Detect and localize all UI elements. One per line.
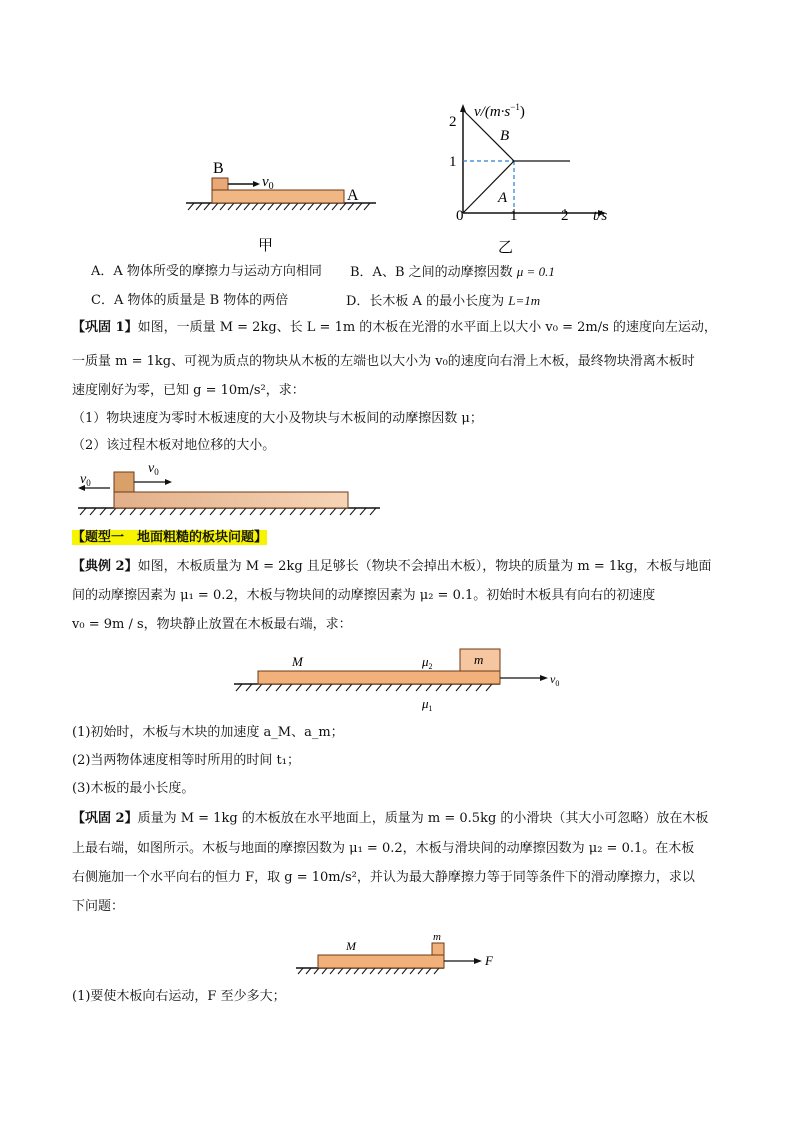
gonggu2-line4: 下问题： [72,899,125,914]
gonggu1-figure [72,456,392,522]
gonggu2-tag: 【巩固 2】 [72,811,138,826]
board-a [212,190,344,203]
x-axis-label: t/s [593,208,608,224]
option-c: C．A 物体的质量是 B 物体的两倍 [91,293,289,308]
example2-line2: 间的动摩擦因素为 μ₁ = 0.2，木板与物块间的动摩擦因素为 μ₂ = 0.1。初始时木板具有向右的初速度 [72,588,656,603]
arrow-head-icon [253,181,260,187]
gonggu1-board [114,492,348,508]
example2-q3: (3)木板的最小长度。 [72,781,195,796]
option-d: D．长木板 A 的最小长度为 L=1m [346,293,541,309]
gonggu1-v0-left: $v_0$ [80,472,91,488]
block-b [212,178,228,190]
gonggu2-m-label: m [433,931,441,943]
right-arrow-icon [540,675,548,681]
ground-hatch [186,203,376,210]
line-b-label: B [500,128,510,144]
gonggu1-v0-right: $v_0$ [148,461,159,477]
gonggu1-line2: 一质量 m = 1kg、可视为质点的物块从木板的左端也以大小为 v₀的速度向右滑上木板，最终物块滑离木板时 [72,354,695,369]
gonggu1-block [114,472,134,492]
figure-jia [180,150,390,260]
example2-line1: 【典例 2】如图，木板质量为 M = 2kg 且足够长（物块不会掉出木板），物块的质量为 m = 1kg，木板与地面 [72,559,712,574]
gonggu2-M-label: M [346,939,356,953]
v0-label: $v_0$ [262,174,274,192]
gonggu2-board [318,955,444,968]
origin-label: 0 [456,208,464,224]
line-a-label: A [498,190,508,206]
x-tick-2: 2 [561,208,569,224]
gonggu2-line3: 右侧施加一个水平向右的恒力 F，取 g = 10m/s²，并认为最大静摩擦力等于同等条件下的滑动摩擦力，求以 [72,870,695,885]
gonggu1-line1: 【巩固 1】如图，一质量 M = 2kg、长 L = 1m 的木板在光滑的水平面上以大小 v₀ = 2m/s 的速度向左运动， [72,320,717,335]
option-b: B．A、B 之间的动摩擦因数 μ = 0.1 [350,264,555,280]
example2-v0-label: $v_0$ [550,672,560,688]
example2-line3: v₀ = 9m / s，物块静止放置在木板最右端，求： [72,617,352,632]
gonggu2-line2: 上最右端，如图所示。木板与地面的摩擦因数为 μ₁ = 0.2，木板与滑块间的动摩擦因数为 μ₂ = 0.1。在木板 [72,841,695,856]
gonggu2-figure [292,928,512,978]
y-tick-1: 1 [449,154,457,170]
block-b-label: B [213,160,224,177]
x-tick-1: 1 [510,208,518,224]
example2-figure [230,646,570,716]
y-axis-label: $v/(m\cdot s^{-1})$ [474,102,525,120]
gonggu2-line1: 【巩固 2】质量为 M = 1kg 的木板放在水平地面上，质量为 m = 0.5kg 的小滑块（其大小可忽略）放在木板 [72,811,709,826]
example2-mu1-label: $\mu_1$ [422,696,433,713]
gonggu1-q2: （2）该过程木板对地位移的大小。 [72,438,276,453]
example2-tag: 【典例 2】 [72,559,138,574]
gonggu2-q1: (1)要使木板向右运动，F 至少多大； [72,989,286,1004]
example2-q2: (2)当两物体速度相等时所用的时间 t₁； [72,753,300,768]
gonggu1-q1: （1）物块速度为零时木板速度的大小及物块与木板间的动摩擦因数 μ； [72,411,483,426]
option-a: A．A 物体所受的摩擦力与运动方向相同 [91,264,322,279]
example2-m-label: m [474,652,484,667]
figure-yi-vt-graph [440,98,620,260]
right-arrow-icon [474,958,482,964]
figure-yi-caption: 乙 [498,240,514,256]
figure-jia-caption: 甲 [258,238,274,254]
example2-mu2-label: $\mu_2$ [422,654,433,671]
gonggu2-F-label: F [485,953,493,968]
gonggu1-tag: 【巩固 1】 [72,320,138,335]
example2-M-label: M [292,654,303,669]
example2-q1: (1)初始时，木板与木块的加速度 a_M、a_m； [72,725,344,740]
example2-board [258,671,500,684]
section-title: 【题型一 地面粗糙的板块问题】 [72,530,268,545]
right-arrow-icon [165,479,172,485]
board-a-label: A [347,187,359,204]
gonggu1-line3: 速度刚好为零，已知 g = 10m/s²，求： [72,383,305,398]
gonggu2-block [432,943,444,955]
y-tick-2: 2 [449,114,457,130]
